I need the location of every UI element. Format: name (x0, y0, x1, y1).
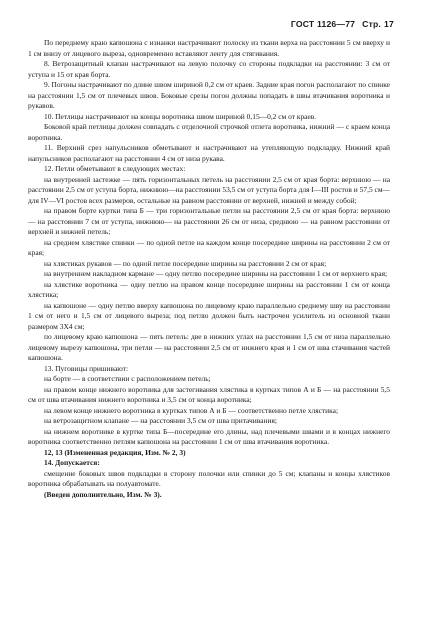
paragraph: на среднем хлястике спинки — по одной петле на каждом конце посередине ширины на расстоянии 2 см от края; (28, 237, 390, 257)
paragraph: на нижнем воротнике в куртке типа Б—посередине его длины, над плечевыми швами и в концах нижнего воротника соответственно петлям капюшона на расстоянии 1 см от шва втачивания воротника. (28, 426, 390, 446)
page-header (284, 19, 394, 29)
paragraph: 13. Пуговицы пришивают: (44, 363, 129, 373)
paragraph: на внутренней застежке — пять горизонтальных петель на расстоянии 2,5 см от края борта: верхнюю — на расстоянии 2,5 см от уступа борта, нижнюю—на расстоянии 53,5 см от уступа борта для I—III ростов и 57,5 см—для IV—VI ростов всех размеров, остальные на равном расстоянии от верхней, нижней и между собой; (28, 174, 390, 205)
amendment-note: (Введен дополнительно, Изм. № 3). (44, 489, 162, 499)
paragraph: на внутреннем накладном кармане — одну петлю посередине ширины на расстоянии 1 см от верхнего края; (44, 269, 388, 278)
section-heading: 14. Допускается: (44, 458, 100, 467)
amendment-note: 12, 13 (Измененная редакция, Изм. № 2, 3) (44, 447, 186, 457)
paragraph: на правом борте куртки типа Б — три горизонтальные петли на расстоянии 2,5 см от края борта: верхнюю — на расстоянии 7 см от уступа, нижнюю— на расстоянии 26 см от низа, среднюю — на равном расстоянии от верхней и нижней петель; (28, 206, 390, 236)
paragraph: на хлястике воротника — одну петлю на правом конце посередине ширины на расстоянии 1 см от конца хлястика; (28, 279, 390, 299)
paragraph: на капюшоне — одну петлю вверху капюшона по лицевому краю параллельно среднему шву на расстоянии 1 см от него и 1,5 см от лицевого выреза; под петлю должен быть настрочен усилитель из основной ткани размером 3Х4 см; (28, 300, 390, 331)
paragraph: 9. Погоны настрачивают по длине швом шириной 0,2 см от краев. Задние края погон располагают по спинке на расстоянии 1,5 см от плечевых швов. Боковые срезы погон должны попадать в швы втачивания воротника и рукавов. (28, 80, 390, 110)
paragraph: 8. Ветрозащитный клапан настрачивают на левую полочку со стороны подкладки на расстоянии: 3 см от уступа и 15 от края борта. (28, 59, 390, 79)
paragraph: смещение боковых швов подкладки в сторону полочки или спинки до 5 см; клапаны и концы хлястиков воротника обрабатывать на полуавтомате. (28, 468, 390, 488)
standard-number: ГОСТ 1126—77 (290, 19, 356, 29)
paragraph: По переднему краю капюшона с изнанки настрачивают полоску из ткани верха на расстоянии 5 см вверху и 1 см внизу от лицевого выреза, одновременно вставляют ленту для стягивания. (28, 38, 390, 58)
paragraph: на левом конце нижнего воротника в куртках типов А и Б — соответственно петле хлястика; (44, 405, 339, 415)
paragraph: на правом конце нижнего воротника для застегивания хлястика в куртках типов А и Б — на расстоянии 5,5 см от шва втачивания нижнего воротника и 3,5 см от конца воротника; (28, 384, 390, 404)
paragraph: 11. Верхний срез напульсников обметывают и настрачивают на утепляющую подкладку. Нижний край напульсников располагают на расстоянии 4 см от низа рукава. (28, 143, 390, 163)
paragraph: на хлястиках рукавов — по одной петле посередине ширины на расстоянии 2 см от края; (44, 258, 327, 268)
paragraph: 12. Петли обметывают в следующих местах: (44, 164, 186, 173)
document-body (28, 38, 390, 500)
page-number: 17 (384, 19, 394, 29)
paragraph: Боковой край петлицы должен совпадать с отделочной строчкой отлета воротника, нижний — с краем конца воротника. (28, 122, 390, 142)
paragraph: на борте — в соответствии с расположением петель; (44, 374, 211, 383)
page-label: Стр. (362, 19, 382, 29)
paragraph: на ветрозащитном клапане — на расстоянии 3,5 см от шва притачивания; (44, 416, 277, 425)
paragraph: 10. Петлицы настрачивают на концы воротника швом шириной 0,15—0,2 см от краев. (44, 111, 317, 121)
paragraph: по лицевому краю капюшона — пять петель: две в нижних углах на расстоянии 1,5 см от низа параллельно лицевому вырезу капюшона, три петли — на расстоянии 2,5 см от нижнего края и 1 см от шва стачивания частей капюшона. (28, 332, 390, 362)
